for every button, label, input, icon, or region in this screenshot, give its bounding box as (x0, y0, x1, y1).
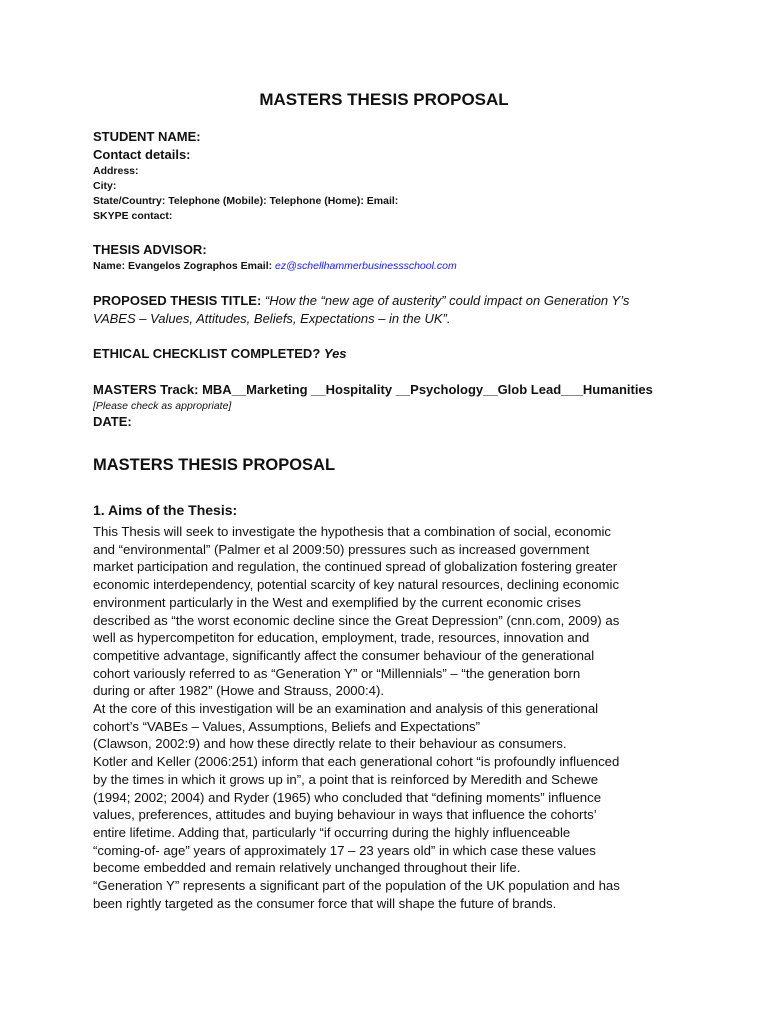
body-line: cohort variously referred to as “Generation Y” or “Millennials” – “the generation born (93, 665, 581, 681)
body-line: well as hypercompetiton for education, employment, trade, resources, innovation and (93, 630, 590, 646)
advisor-block (93, 241, 678, 274)
proposed-title-label: PROPOSED THESIS TITLE: (93, 293, 265, 308)
city-label: City: (93, 180, 117, 192)
student-block (93, 128, 678, 224)
advisor-name: Name: Evangelos Zographos Email: (93, 260, 276, 272)
track-block (93, 381, 678, 431)
masters-track-line: MASTERS Track: MBA__Marketing __Hospitality __Psychology__Glob Lead___Humanities (93, 382, 653, 397)
aims-body (93, 523, 678, 912)
student-name-label: STUDENT NAME: (93, 129, 201, 144)
body-line: cohort’s “VABEs – Values, Assumptions, Beliefs and Expectations” (93, 718, 481, 734)
body-line: “Generation Y” represents a significant part of the population of the UK population and has (93, 878, 620, 894)
body-line: during or after 1982” (Howe and Strauss, 2000:4). (93, 683, 385, 699)
body-line: market participation and regulation, the continued spread of globalization fostering greater (93, 559, 618, 575)
page-title: MASTERS THESIS PROPOSAL (259, 90, 509, 109)
date-label: DATE: (93, 414, 132, 429)
body-line: “coming-of- age” years of approximately 17 – 23 years old” in which case these values (93, 842, 596, 858)
advisor-email-link[interactable]: ez@schellhammerbusinessschool.com (275, 260, 457, 272)
body-line: Kotler and Keller (2006:251) inform that each generational cohort “is profoundly influenced (93, 754, 620, 770)
thesis-advisor-label: THESIS ADVISOR: (93, 242, 207, 257)
proposed-title-block (93, 292, 678, 328)
ethical-block (93, 345, 678, 363)
body-line: (1994; 2002; 2004) and Ryder (1965) who concluded that “defining moments” influence (93, 789, 602, 805)
body-line: been rightly targeted as the consumer force that will shape the future of brands. (93, 895, 557, 911)
body-line: competitive advantage, significantly affect the consumer behaviour of the generational (93, 647, 595, 663)
state-country-line: State/Country: Telephone (Mobile): Telephone (Home): Email: (93, 195, 399, 207)
body-line: At the core of this investigation will be an examination and analysis of this generational (93, 701, 599, 717)
body-line: become embedded and remain relatively unchanged throughout their life. (93, 860, 521, 876)
ethical-checklist-value: Yes (323, 346, 347, 361)
advisor-line (93, 259, 678, 274)
skype-label: SKYPE contact: (93, 210, 173, 222)
body-line: values, preferences, attitudes and buying behaviour in ways that influence the cohorts’ (93, 807, 597, 823)
body-line: and “environmental” (Palmer et al 2009:50) pressures such as increased government (93, 541, 590, 557)
body-line: This Thesis will seek to investigate the hypothesis that a combination of social, economic (93, 524, 611, 539)
body-line: environment particularly in the West and exemplified by the current economic crises (93, 594, 581, 610)
body-line: entire lifetime. Adding that, particularly “if occurring during the highly influenceable (93, 824, 571, 840)
section-heading: MASTERS THESIS PROPOSAL (93, 456, 336, 474)
proposed-title-text-2: VABES – Values, Attitudes, Beliefs, Expectations – in the UK”. (93, 311, 451, 326)
contact-details-label: Contact details: (93, 147, 191, 162)
proposed-title-text-1: “How the “new age of austerity” could impact on Generation Y’s (264, 293, 630, 308)
section-subheading: 1. Aims of the Thesis: (93, 502, 238, 518)
body-line: economic interdependency, potential scarcity of key natural resources, declining economic (93, 577, 620, 593)
proposed-title-line-1 (93, 292, 678, 310)
body-line: (Clawson, 2002:9) and how these directly relate to their behaviour as consumers. (93, 736, 567, 752)
ethical-checklist-label: ETHICAL CHECKLIST COMPLETED? (93, 346, 324, 361)
check-note: [Please check as appropriate] (93, 400, 232, 412)
ethical-checklist-line (93, 345, 678, 363)
body-line: by the times in which it grows up in”, a point that is reinforced by Meredith and Schewe (93, 771, 599, 787)
body-line: described as “the worst economic decline since the Great Depression” (cnn.com, 2009) as (93, 612, 620, 628)
address-label: Address: (93, 165, 139, 177)
